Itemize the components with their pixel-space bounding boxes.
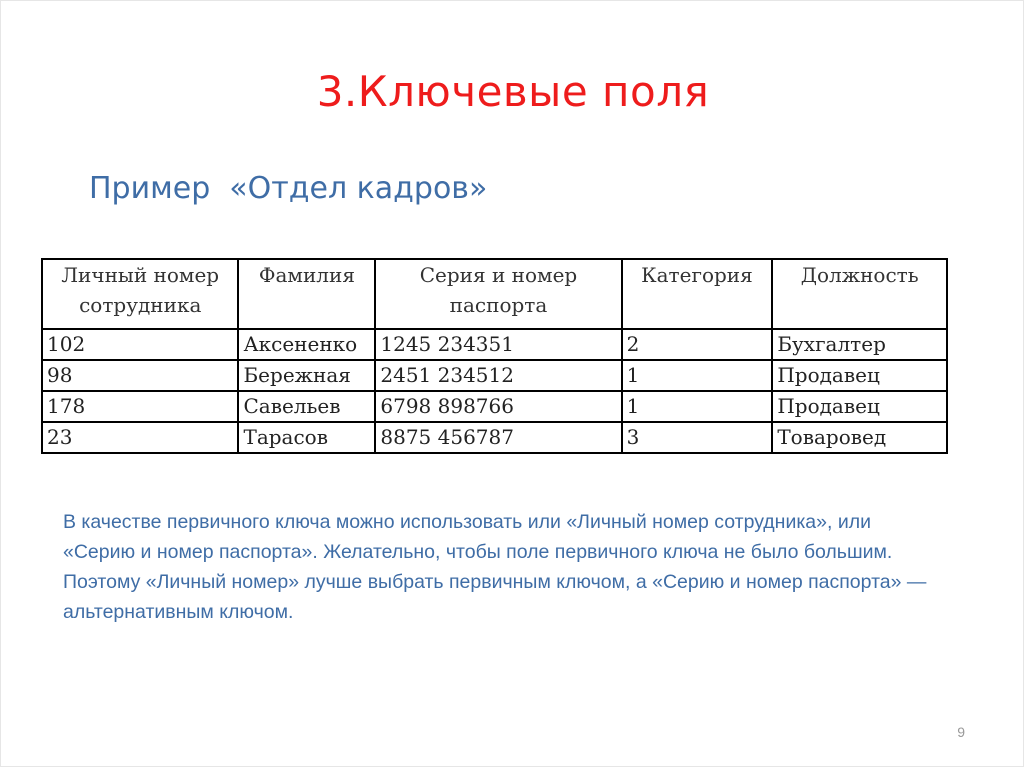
cell-passport: 2451 234512 — [375, 360, 621, 391]
cell-category: 2 — [622, 329, 773, 360]
table-row — [42, 329, 947, 360]
cell-position: Бухгалтер — [772, 329, 947, 360]
staff-table — [41, 258, 948, 454]
cell-surname: Тарасов — [238, 422, 375, 453]
cell-position: Продавец — [772, 391, 947, 422]
cell-surname: Бережная — [238, 360, 375, 391]
cell-personal-number: 178 — [42, 391, 238, 422]
slide-title: 3.Ключевые поля — [316, 67, 710, 116]
column-header-position: Должность — [772, 259, 947, 329]
cell-passport: 8875 456787 — [375, 422, 621, 453]
explanation-text: В качестве первичного ключа можно использовать или «Личный номер сотрудника», или «Серию и номер паспорта». Желательно, чтобы поле первичного ключа не было большим. Поэтому «Личный номер» лучше выбрать первичным ключом, а «Серию и номер паспорта» — альтернативным ключом. — [63, 511, 927, 623]
cell-personal-number: 102 — [42, 329, 238, 360]
cell-personal-number: 23 — [42, 422, 238, 453]
column-header-passport: Серия и номер паспорта — [375, 259, 621, 329]
table-row — [42, 422, 947, 453]
cell-surname: Савельев — [238, 391, 375, 422]
cell-category: 1 — [622, 360, 773, 391]
cell-category: 3 — [622, 422, 773, 453]
cell-passport: 1245 234351 — [375, 329, 621, 360]
slide-subtitle: Пример «Отдел кадров» — [89, 171, 488, 206]
table-row — [42, 391, 947, 422]
table-row — [42, 360, 947, 391]
cell-category: 1 — [622, 391, 773, 422]
cell-personal-number: 98 — [42, 360, 238, 391]
column-header-surname: Фамилия — [238, 259, 375, 329]
column-header-category: Категория — [622, 259, 773, 329]
cell-surname: Аксененко — [238, 329, 375, 360]
cell-position: Продавец — [772, 360, 947, 391]
column-header-personal-number: Личный номер сотрудника — [42, 259, 238, 329]
page-number: 9 — [957, 724, 965, 740]
cell-passport: 6798 898766 — [375, 391, 621, 422]
cell-position: Товаровед — [772, 422, 947, 453]
table-header-row — [42, 259, 947, 329]
